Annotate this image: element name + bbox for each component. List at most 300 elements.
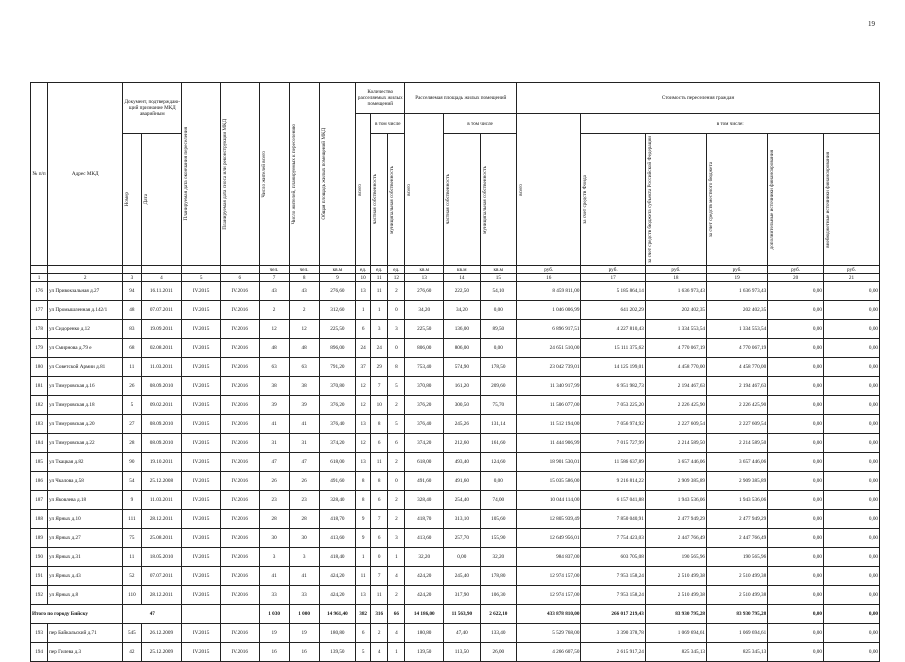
cell-ca: 0,00 <box>768 377 824 396</box>
cell-cl: 1 943 536,06 <box>707 491 768 510</box>
unit-cell: кв.м <box>319 266 355 274</box>
cell-cl: 4 770 067,19 <box>707 339 768 358</box>
cell-cl: 190 565,96 <box>707 548 768 567</box>
table-row <box>31 320 880 339</box>
cell-rm: 5 <box>388 415 405 434</box>
table-row <box>31 548 880 567</box>
column-number-cell: 7 <box>259 274 289 282</box>
total-cell-ce: 0,00 <box>823 605 879 624</box>
table-row <box>31 453 880 472</box>
header-address: Адрес МКД <box>48 83 123 266</box>
column-number-cell: 12 <box>388 274 405 282</box>
cell-rpr: 29 <box>371 358 388 377</box>
cell-n: 189 <box>31 529 48 548</box>
cell-ct: 4 266 607,50 <box>517 643 581 662</box>
cell-sa: 806,00 <box>405 339 444 358</box>
unit-cell: чел. <box>259 266 289 274</box>
cell-area: 376,40 <box>319 415 355 434</box>
total-cell-cf: 266 017 219,43 <box>581 605 645 624</box>
cell-cl: 202 402,35 <box>707 301 768 320</box>
header-planned-demolish-text: Планируемая дата сноса или реконструкции МКД <box>221 118 228 230</box>
cell-n: 185 <box>31 453 48 472</box>
table-row <box>31 396 880 415</box>
cell-ct: 10 044 114,00 <box>517 491 581 510</box>
total-cell-ra: 382 <box>356 605 371 624</box>
cell-sp: 317,90 <box>444 586 480 605</box>
cell-rp: 2 <box>289 301 319 320</box>
cell-sm: 32,20 <box>480 548 517 567</box>
header-planned-demolish <box>220 83 259 266</box>
cell-addr: ул Ярных д.10 <box>48 510 123 529</box>
cell-rm: 5 <box>388 377 405 396</box>
column-number-cell: 5 <box>182 274 221 282</box>
cell-area: 180,80 <box>319 624 355 643</box>
cell-sm: 124,60 <box>480 453 517 472</box>
cell-rt: 47 <box>259 453 289 472</box>
cell-sa: 413,60 <box>405 529 444 548</box>
cell-ca: 0,00 <box>768 282 824 301</box>
cell-ct: 6 896 917,51 <box>517 320 581 339</box>
column-number-cell: 16 <box>517 274 581 282</box>
column-number-cell: 14 <box>444 274 480 282</box>
cell-dem: IV.2016 <box>220 396 259 415</box>
cell-ra: 9 <box>356 529 371 548</box>
cell-cf: 15 111 375,62 <box>581 339 645 358</box>
cell-sp: 222,50 <box>444 282 480 301</box>
cell-rpr: 7 <box>371 510 388 529</box>
cell-cl: 2 214 589,50 <box>707 434 768 453</box>
header-cost-additional-text: дополнительные источники финансирования <box>769 149 776 250</box>
cell-area: 896,00 <box>319 339 355 358</box>
header-doc-date <box>141 134 182 266</box>
cell-ra: 13 <box>356 586 371 605</box>
cell-n: 186 <box>31 472 48 491</box>
cell-area: 276,60 <box>319 282 355 301</box>
cell-rt: 30 <box>259 529 289 548</box>
cell-dem: IV.2016 <box>220 320 259 339</box>
column-number-cell: 6 <box>220 274 259 282</box>
table-row <box>31 491 880 510</box>
header-area-private-text: частная собственность <box>445 174 452 225</box>
cell-date: 11.03.2011 <box>141 358 182 377</box>
cell-num: 90 <box>123 453 141 472</box>
cell-rm: 4 <box>388 567 405 586</box>
cell-sm: 0,00 <box>480 472 517 491</box>
column-number-cell: 17 <box>581 274 645 282</box>
cell-area: 376,20 <box>319 396 355 415</box>
cell-dem: IV.2016 <box>220 339 259 358</box>
cell-rp: 19 <box>289 624 319 643</box>
cell-dem: IV.2016 <box>220 358 259 377</box>
cell-rt: 2 <box>259 301 289 320</box>
unit-cell <box>182 266 221 274</box>
cell-end: IV.2015 <box>182 415 221 434</box>
cell-dem: IV.2016 <box>220 434 259 453</box>
table-row <box>31 643 880 662</box>
cell-date: 28.12.2011 <box>141 510 182 529</box>
cell-sa: 34,20 <box>405 301 444 320</box>
cell-ct: 5 529 768,00 <box>517 624 581 643</box>
cell-ca: 0,00 <box>768 396 824 415</box>
cell-ra: 12 <box>356 377 371 396</box>
cell-addr: ул Ткацкая д.82 <box>48 453 123 472</box>
cell-rpr: 8 <box>371 415 388 434</box>
cell-ce: 0,00 <box>823 472 879 491</box>
cell-dem: IV.2016 <box>220 282 259 301</box>
cell-sp: 0,00 <box>444 548 480 567</box>
cell-sa: 618,00 <box>405 453 444 472</box>
cell-ra: 6 <box>356 624 371 643</box>
unit-cell: кв.м <box>480 266 517 274</box>
column-number-cell: 15 <box>480 274 517 282</box>
cell-addr: ул Чкалова д.58 <box>48 472 123 491</box>
cell-rm: 2 <box>388 396 405 415</box>
cell-cl: 2 510 499,38 <box>707 586 768 605</box>
cell-cs: 2 447 766,49 <box>645 529 706 548</box>
cell-rpr: 8 <box>371 472 388 491</box>
cell-cs: 202 402,35 <box>645 301 706 320</box>
header-total-area-text: Общая площадь жилых помещений МКД <box>320 128 327 220</box>
cell-ca: 0,00 <box>768 510 824 529</box>
header-cost-local <box>707 134 768 266</box>
resettlement-table-container <box>30 82 880 662</box>
header-residents-planned-text: Число жителей, планируемых к переселению <box>290 123 297 225</box>
cell-num: 27 <box>123 415 141 434</box>
header-rooms-municipal-text: муниципальная собственность <box>389 165 396 234</box>
cell-ca: 0,00 <box>768 643 824 662</box>
cell-dem: IV.2016 <box>220 586 259 605</box>
cell-rpr: 11 <box>371 282 388 301</box>
table-row <box>31 586 880 605</box>
cell-sp: 313,10 <box>444 510 480 529</box>
cell-ca: 0,00 <box>768 567 824 586</box>
cell-sm: 178,80 <box>480 567 517 586</box>
header-doc-date-text: Дата <box>142 194 149 205</box>
cell-ct: 11 512 194,00 <box>517 415 581 434</box>
cell-rp: 41 <box>289 415 319 434</box>
cell-date: 07.07.2011 <box>141 301 182 320</box>
cell-rm: 0 <box>388 301 405 320</box>
cell-rp: 47 <box>289 453 319 472</box>
cell-sp: 34,20 <box>444 301 480 320</box>
cell-area: 312,60 <box>319 301 355 320</box>
cell-addr: ул Сидоренко д.12 <box>48 320 123 339</box>
header-cost-fund-text: за счет средств Фонда <box>582 175 589 224</box>
cell-ct: 15 035 586,00 <box>517 472 581 491</box>
cell-ct: 8 459 811,00 <box>517 282 581 301</box>
cell-num: 111 <box>123 510 141 529</box>
table-row <box>31 472 880 491</box>
cell-cs: 190 565,96 <box>645 548 706 567</box>
cell-dem: IV.2016 <box>220 510 259 529</box>
cell-rt: 43 <box>259 282 289 301</box>
cell-sa: 491,60 <box>405 472 444 491</box>
total-cell-rp: 1 000 <box>289 605 319 624</box>
cell-sm: 74,00 <box>480 491 517 510</box>
cell-ce: 0,00 <box>823 377 879 396</box>
cell-ra: 13 <box>356 453 371 472</box>
cell-sp: 113,50 <box>444 643 480 662</box>
cell-date: 08.09.2010 <box>141 415 182 434</box>
header-residents-total <box>259 83 289 266</box>
cell-date: 25.12.2009 <box>141 643 182 662</box>
cell-rp: 3 <box>289 548 319 567</box>
cell-ce: 0,00 <box>823 358 879 377</box>
cell-cl: 2 226 425,90 <box>707 396 768 415</box>
cell-cf: 14 125 199,01 <box>581 358 645 377</box>
cell-n: 180 <box>31 358 48 377</box>
header-area-municipal <box>480 134 517 266</box>
cell-rt: 38 <box>259 377 289 396</box>
total-cell-rt: 1 030 <box>259 605 289 624</box>
cell-area: 374,20 <box>319 434 355 453</box>
cell-ra: 13 <box>356 415 371 434</box>
table-body <box>31 282 880 662</box>
cell-ce: 0,00 <box>823 415 879 434</box>
cell-ra: 24 <box>356 339 371 358</box>
header-cost-extrabudget <box>823 134 879 266</box>
cell-cf: 603 705,08 <box>581 548 645 567</box>
cell-sp: 806,00 <box>444 339 480 358</box>
cell-end: IV.2015 <box>182 510 221 529</box>
cell-cl: 1 069 694,61 <box>707 624 768 643</box>
cell-date: 26.12.2009 <box>141 624 182 643</box>
cell-ra: 9 <box>356 510 371 529</box>
cell-n: 178 <box>31 320 48 339</box>
cell-sp: 161,20 <box>444 377 480 396</box>
cell-cf: 3 390 378,78 <box>581 624 645 643</box>
cell-area: 418,70 <box>319 510 355 529</box>
cell-n: 181 <box>31 377 48 396</box>
total-cell-rpr: 316 <box>371 605 388 624</box>
cell-cl: 1 636 973,43 <box>707 282 768 301</box>
header-residents-total-text: Число жителей всего <box>260 150 267 198</box>
cell-addr: пер Байкальский д.71 <box>48 624 123 643</box>
cell-end: IV.2015 <box>182 624 221 643</box>
cell-cs: 1 069 694,61 <box>645 624 706 643</box>
unit-cell <box>123 266 141 274</box>
header-cost-fund <box>581 134 645 266</box>
unit-cell: руб. <box>823 266 879 274</box>
cell-cf: 4 227 810,43 <box>581 320 645 339</box>
cell-n: 176 <box>31 282 48 301</box>
cell-cf: 7 754 423,03 <box>581 529 645 548</box>
cell-end: IV.2015 <box>182 320 221 339</box>
header-no: № п/п <box>31 83 48 266</box>
cell-dem: IV.2016 <box>220 643 259 662</box>
cell-end: IV.2015 <box>182 453 221 472</box>
column-number-cell: 11 <box>371 274 388 282</box>
cell-ca: 0,00 <box>768 415 824 434</box>
table-row <box>31 339 880 358</box>
cell-sm: 26,00 <box>480 643 517 662</box>
cell-area: 370,80 <box>319 377 355 396</box>
cell-ra: 12 <box>356 396 371 415</box>
cell-num: 94 <box>123 282 141 301</box>
cell-cf: 7 953 158,24 <box>581 567 645 586</box>
cell-n: 188 <box>31 510 48 529</box>
cell-rpr: 6 <box>371 491 388 510</box>
column-number-cell: 13 <box>405 274 444 282</box>
header-area-municipal-text: муниципальная собственность <box>481 165 488 234</box>
cell-cl: 2 477 949,29 <box>707 510 768 529</box>
cell-sa: 225,50 <box>405 320 444 339</box>
cell-addr: ул Советской Армии д.81 <box>48 358 123 377</box>
unit-cell: ед. <box>356 266 371 274</box>
cell-sm: 0,00 <box>480 339 517 358</box>
cell-dem: IV.2016 <box>220 491 259 510</box>
cell-n: 192 <box>31 586 48 605</box>
cell-rm: 4 <box>388 624 405 643</box>
cell-sp: 574,90 <box>444 358 480 377</box>
cell-ca: 0,00 <box>768 548 824 567</box>
cell-ca: 0,00 <box>768 624 824 643</box>
total-cell-sa: 14 186,00 <box>405 605 444 624</box>
cell-dem: IV.2016 <box>220 453 259 472</box>
cell-ct: 11 340 917,99 <box>517 377 581 396</box>
cell-rpr: 11 <box>371 453 388 472</box>
column-number-cell: 8 <box>289 274 319 282</box>
cell-ce: 0,00 <box>823 434 879 453</box>
cell-rp: 48 <box>289 339 319 358</box>
cell-area: 328,40 <box>319 491 355 510</box>
total-row <box>31 605 880 624</box>
cell-rm: 6 <box>388 434 405 453</box>
cell-date: 07.07.2011 <box>141 567 182 586</box>
cell-date: 25.12.2008 <box>141 472 182 491</box>
cell-end: IV.2015 <box>182 377 221 396</box>
cell-cl: 4 458 770,00 <box>707 358 768 377</box>
unit-cell: руб. <box>707 266 768 274</box>
cell-addr: ул Ярных д.27 <box>48 529 123 548</box>
cell-rm: 2 <box>388 453 405 472</box>
cell-cf: 6 157 041,88 <box>581 491 645 510</box>
cell-n: 194 <box>31 643 48 662</box>
cell-rt: 41 <box>259 567 289 586</box>
cell-cs: 1 334 553,54 <box>645 320 706 339</box>
cell-date: 08.09.2010 <box>141 434 182 453</box>
cell-rpr: 7 <box>371 567 388 586</box>
cell-end: IV.2015 <box>182 472 221 491</box>
cell-end: IV.2015 <box>182 586 221 605</box>
cell-cl: 2 447 766,49 <box>707 529 768 548</box>
cell-ca: 0,00 <box>768 472 824 491</box>
cell-rt: 39 <box>259 396 289 415</box>
total-cell-empty <box>220 605 259 624</box>
cell-sm: 0,00 <box>480 301 517 320</box>
cell-addr: пер Гилева д.3 <box>48 643 123 662</box>
cell-num: 26 <box>123 377 141 396</box>
cell-sp: 257,70 <box>444 529 480 548</box>
cell-rm: 3 <box>388 529 405 548</box>
cell-cl: 2 909 385,89 <box>707 472 768 491</box>
cell-date: 19.09.2011 <box>141 320 182 339</box>
header-rooms-count: Количество расселяемых жилых помещений <box>356 83 405 114</box>
total-cell-cl: 83 930 795,28 <box>707 605 768 624</box>
cell-cf: 641 202,29 <box>581 301 645 320</box>
cell-rpr: 1 <box>371 301 388 320</box>
header-cost: Стоимость переселения граждан <box>517 83 880 114</box>
cell-sm: 209,60 <box>480 377 517 396</box>
header-cost-extrabudget-text: внебюджетные источники финансирования <box>824 151 831 248</box>
cell-ca: 0,00 <box>768 586 824 605</box>
cell-ce: 0,00 <box>823 586 879 605</box>
cell-dem: IV.2016 <box>220 472 259 491</box>
cell-ct: 12 805 939,49 <box>517 510 581 529</box>
cell-ct: 1 046 006,99 <box>517 301 581 320</box>
cell-rm: 8 <box>388 358 405 377</box>
cell-rp: 39 <box>289 396 319 415</box>
header-document: Документ, подтверждаю-щий признание МКД аварийным <box>123 83 182 134</box>
cell-cf: 11 586 637,89 <box>581 453 645 472</box>
cell-rpr: 0 <box>371 548 388 567</box>
cell-n: 184 <box>31 434 48 453</box>
header-doc-number <box>123 134 141 266</box>
cell-cs: 4 458 770,00 <box>645 358 706 377</box>
cell-cs: 2 510 499,38 <box>645 567 706 586</box>
cell-cl: 825 345,13 <box>707 643 768 662</box>
header-area-incl: в том числе <box>444 114 517 134</box>
cell-rm: 2 <box>388 491 405 510</box>
cell-addr: ул Тимуровская д.16 <box>48 377 123 396</box>
cell-rt: 28 <box>259 510 289 529</box>
cell-area: 225,50 <box>319 320 355 339</box>
cell-rt: 3 <box>259 548 289 567</box>
cell-ce: 0,00 <box>823 510 879 529</box>
cell-ca: 0,00 <box>768 434 824 453</box>
cell-cs: 1 943 536,06 <box>645 491 706 510</box>
cell-n: 191 <box>31 567 48 586</box>
column-number-cell: 20 <box>768 274 824 282</box>
cell-sa: 180,80 <box>405 624 444 643</box>
cell-area: 418,40 <box>319 548 355 567</box>
cell-rt: 12 <box>259 320 289 339</box>
cell-ra: 8 <box>356 472 371 491</box>
cell-ce: 0,00 <box>823 396 879 415</box>
cell-end: IV.2015 <box>182 434 221 453</box>
cell-dem: IV.2016 <box>220 301 259 320</box>
column-number-cell: 4 <box>141 274 182 282</box>
cell-dem: IV.2016 <box>220 377 259 396</box>
cell-rp: 33 <box>289 586 319 605</box>
header-cost-local-text: за счет средств местного бюджета <box>708 161 715 238</box>
cell-n: 179 <box>31 339 48 358</box>
cell-ca: 0,00 <box>768 320 824 339</box>
cell-area: 618,00 <box>319 453 355 472</box>
table-row <box>31 377 880 396</box>
cell-ca: 0,00 <box>768 453 824 472</box>
cell-end: IV.2015 <box>182 396 221 415</box>
cell-ca: 0,00 <box>768 491 824 510</box>
total-cell-rm: 66 <box>388 605 405 624</box>
cell-num: 5 <box>123 396 141 415</box>
header-rooms-incl: в том числе <box>371 114 405 134</box>
cell-num: 75 <box>123 529 141 548</box>
cell-sa: 376,40 <box>405 415 444 434</box>
total-cell-ct: 433 878 810,00 <box>517 605 581 624</box>
header-cost-incl: в том числе: <box>581 114 880 134</box>
cell-addr: ул Смирнова д.79 е <box>48 339 123 358</box>
unit-cell: руб. <box>768 266 824 274</box>
cell-ca: 0,00 <box>768 339 824 358</box>
cell-num: 52 <box>123 567 141 586</box>
unit-cell <box>31 266 48 274</box>
cell-sp: 212,60 <box>444 434 480 453</box>
header-rooms-all-text: всего <box>357 183 364 196</box>
header-residents-planned <box>289 83 319 266</box>
units-row <box>31 266 880 274</box>
cell-sa: 376,20 <box>405 396 444 415</box>
